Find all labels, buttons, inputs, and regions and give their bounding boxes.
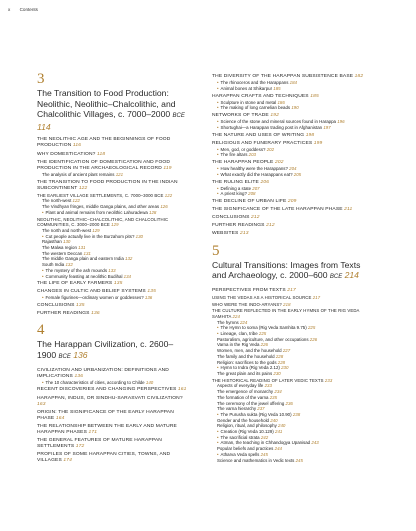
running-head: Contents — [19, 7, 38, 12]
entry-title: THE RULING ELITE — [212, 179, 259, 185]
toc-section-entry[interactable] — [37, 438, 187, 450]
chapter-title[interactable] — [212, 260, 370, 283]
entry-title: Atman, the teaching in Chhandogya Upanisad — [220, 440, 311, 446]
page-ref: 174 — [63, 458, 72, 464]
page-ref: 119 — [163, 165, 172, 171]
toc-subentry[interactable] — [37, 295, 187, 301]
era-label: BCE — [58, 353, 71, 360]
entry-title: Atharva Veda spells — [220, 451, 260, 457]
toc-subentry[interactable] — [212, 86, 370, 92]
page-ref: 135 — [76, 303, 85, 309]
page-ref: 240 — [278, 423, 286, 429]
page-ref: 132 — [125, 256, 133, 262]
page-ref: 245 — [260, 451, 268, 457]
entry-title: How healthy were the Harappans? — [220, 166, 288, 172]
entry-title: Rajasthan — [42, 239, 62, 245]
entry-title: The formation of the varna — [217, 394, 269, 400]
entry-title: THE EARLIEST VILLAGE SETTLEMENTS, C. 7000–3000 BCE — [37, 192, 164, 198]
entry-title: PERSPECTIVES FROM TEXTS — [212, 287, 286, 293]
page-ref: 190 — [291, 105, 299, 111]
page-ref: 235 — [269, 394, 278, 400]
entry-title: The ceremony of the jewel offering — [217, 400, 285, 406]
page-ref: 140 — [145, 379, 154, 385]
page-ref: 230 — [273, 370, 281, 376]
entry-title: ORIGIN: THE SIGNIFICANCE OF THE EARLY HARAPPAN PHASE — [37, 409, 174, 421]
entry-title: THE DIVERSITY OF THE HARAPPAN SUBSISTENCE BASE — [212, 74, 354, 79]
page-ref: 224 — [232, 313, 241, 319]
entry-title: THE IDENTIFICATION OF DOMESTICATION AND FOOD PRODUCTION IN THE ARCHAEOLOGICAL RECORD — [37, 159, 171, 171]
entry-title: RECENT DISCOVERIES AND CHANGING PERSPECTIVES — [37, 387, 177, 393]
page-ref: 234 — [274, 389, 282, 395]
page-ref: 129 — [92, 227, 100, 233]
page-ref: 133 — [108, 267, 116, 273]
chapter-title[interactable] — [37, 339, 187, 362]
entry-title: Science of the stone and mineral sources found in Harappa — [220, 119, 336, 125]
entry-title: HARAPPAN, INDUS, OR SINDHU-SARASVATI CIVILIZATION? — [37, 395, 183, 401]
page-ref: 217 — [287, 287, 296, 293]
entry-title: The emergence of monarchy — [217, 389, 274, 395]
toc-right-column — [212, 72, 370, 463]
page-ref: 243 — [311, 440, 319, 446]
era-label: BCE — [172, 113, 185, 120]
page-ref: 128 — [149, 209, 157, 215]
entry-title: Varna in the Rig Veda — [217, 342, 260, 348]
entry-title: THE DECLINE OF URBAN LIFE — [212, 199, 287, 205]
entry-title: The western Deccan — [42, 250, 83, 256]
toc-section-entry[interactable] — [212, 207, 370, 213]
page-ref: 217 — [312, 294, 321, 300]
page-ref: 116 — [72, 143, 82, 149]
entry-title: The north and north-west — [42, 227, 92, 233]
toc-entry-list — [212, 288, 370, 463]
entry-title: The sacrificial strata — [220, 434, 260, 440]
toc-section-entry[interactable] — [37, 424, 187, 436]
toc-left-column — [37, 72, 187, 464]
page-ref: 171 — [88, 430, 98, 435]
entry-title: The great plain and its pains — [217, 370, 273, 376]
page-ref: 233 — [264, 383, 272, 389]
page-ref: 136 — [91, 311, 100, 317]
toc-section-entry[interactable] — [37, 396, 187, 408]
page-ref: 182 — [354, 74, 364, 79]
chapter-number: 5 — [212, 242, 220, 259]
toc-section-entry[interactable] — [37, 452, 187, 464]
toc-subsection-heading[interactable] — [212, 302, 370, 308]
toc-entry-list — [37, 368, 187, 465]
page-ref: 208 — [248, 191, 256, 197]
page-ref: 238 — [292, 411, 301, 417]
page-ref: 161 — [177, 387, 187, 393]
entry-title: Religion: sacrifices to the gods — [217, 359, 277, 365]
page-ref: 206 — [260, 179, 270, 185]
toc-section-entry[interactable] — [37, 410, 187, 422]
entry-title: The varna hierarchy — [217, 406, 257, 412]
page-ref: 130 — [135, 233, 143, 239]
entry-title: THE RELATIONSHIP BETWEEN THE EARLY AND MATURE HARAPPAN PHASES — [37, 423, 177, 435]
toc-section-entry[interactable] — [37, 368, 187, 380]
page-ref: 122 — [164, 192, 173, 198]
entry-title: Lineage, clan, tribe — [220, 331, 258, 337]
entry-title: The hymns — [217, 319, 239, 325]
toc-section-entry[interactable] — [212, 288, 370, 294]
entry-title: PROFILES OF SOME HARAPPAN CITIES, TOWNS, AND VILLAGES — [37, 452, 171, 464]
toc-subentry[interactable] — [212, 458, 370, 464]
page-ref: 126 — [160, 204, 168, 210]
page-ref: 240 — [270, 417, 278, 423]
toc-section-entry[interactable] — [212, 215, 370, 221]
toc-subentry[interactable] — [37, 210, 187, 216]
page-ref: 202 — [274, 160, 284, 166]
page-ref: 136 — [74, 373, 84, 379]
page-ref: 164 — [55, 415, 65, 421]
entry-title: The making of long carnelian beads — [220, 105, 291, 111]
toc-section-entry[interactable] — [37, 137, 187, 149]
page-ref: 225 — [258, 331, 267, 337]
entry-title: WHO WERE THE INDO-ARYANS? — [212, 301, 282, 307]
entry-title: Religion, ritual, and philosophy — [217, 423, 277, 429]
page-ref: 121 — [115, 171, 124, 177]
entry-title: The Purusha sukta (Rig Veda 10.90) — [220, 411, 292, 417]
entry-title: Hymn to Indra (Rig Veda 2.12) — [220, 365, 280, 371]
entry-title: The 10 characteristics of cities, according to Childe — [45, 379, 145, 385]
entry-title: The Vindhyan fringes, middle Ganga plains, and other areas — [42, 204, 160, 210]
toc-subentry[interactable] — [212, 152, 370, 158]
entry-title: Community feasting at neolithic Budihal — [45, 273, 123, 279]
entry-title: Sculpture in stone and metal — [220, 99, 277, 105]
toc-subsection-heading[interactable] — [212, 295, 370, 301]
toc-section-entry[interactable] — [37, 180, 187, 192]
entry-title: Men, god, or goddess? — [220, 146, 266, 152]
entry-title: Science and mathematics in Vedic texts — [217, 457, 295, 463]
entry-title: CONCLUSIONS — [37, 303, 75, 309]
entry-title: Defining a state — [220, 185, 252, 191]
page-ref: 214 — [344, 270, 359, 281]
page-ref: 218 — [283, 301, 291, 307]
toc-subentry[interactable] — [212, 125, 370, 131]
entry-title: NETWORKS OF TRADE — [212, 113, 269, 118]
toc-subentry[interactable] — [37, 172, 187, 178]
entry-title: Plant and animal remains from neolithic Lahuradewa — [45, 209, 148, 215]
page-number: x — [8, 7, 11, 12]
page-ref: 134 — [123, 273, 131, 279]
page-ref: 230 — [281, 365, 289, 371]
entry-title: THE NEOLITHIC AGE AND THE BEGINNINGS OF FOOD PRODUCTION — [37, 137, 171, 149]
page-ref: 227 — [282, 348, 291, 354]
entry-title: Creation (Rig Veda 10.129) — [220, 429, 274, 435]
page-ref: 212 — [266, 223, 275, 229]
entry-title: NEOLITHIC, NEOLITHIC–CHALCOLITHIC, AND CHALCOLITHIC COMMUNITIES, C. 3000–2000 BCE — [37, 216, 169, 228]
chapter-title-text: Cultural Transitions: Images from Texts and Archaeology, c. 2000–600 — [212, 259, 361, 281]
era-label: BCE — [329, 274, 343, 281]
toc-subentry[interactable] — [212, 191, 370, 197]
page-ref: 226 — [309, 336, 318, 342]
toc-entry-list — [37, 137, 187, 317]
page-ref: 196 — [337, 119, 345, 125]
toc-subsection-heading[interactable] — [37, 217, 187, 228]
entry-title: THE TRANSITION TO FOOD PRODUCTION IN THE INDIAN SUBCONTINENT — [37, 179, 178, 191]
entry-title: The north-west — [42, 198, 72, 204]
page-ref: 236 — [285, 400, 293, 406]
entry-title: The analysis of ancient plant remains — [42, 171, 115, 177]
entry-title: CONCLUSIONS — [212, 215, 250, 221]
page-ref: 199 — [313, 140, 323, 146]
page-ref: 244 — [274, 446, 282, 452]
page-ref: 242 — [260, 434, 269, 440]
entry-title: The family and the household — [217, 353, 275, 359]
toc-section-entry[interactable] — [212, 133, 370, 139]
page-ref: 131 — [83, 250, 91, 256]
page-ref: 226 — [260, 342, 268, 348]
page-ref: 225 — [307, 325, 316, 331]
chapter-title-text: The Harappan Civilization, c. 2600–1900 — [37, 339, 174, 360]
page-ref: 241 — [275, 429, 283, 435]
toc-subentry[interactable] — [37, 380, 187, 386]
page-ref: 163 — [37, 401, 46, 407]
entry-title: Female figurines—ordinary women or goddesses? — [45, 295, 144, 301]
toc-section-entry[interactable] — [37, 281, 187, 287]
toc-section-entry[interactable] — [37, 160, 187, 172]
entry-title: THE HARAPPAN PEOPLE — [212, 160, 274, 166]
toc-section-entry[interactable] — [37, 387, 187, 393]
page-ref: 228 — [275, 353, 284, 359]
page-ref: 135 — [147, 289, 156, 295]
entry-title: The mystery of the ash mounds — [45, 267, 108, 273]
entry-title: The rhinoceros and the Harappans — [220, 80, 289, 86]
entry-title: THE LIFE OF EARLY FARMERS — [37, 281, 113, 287]
page-ref: 184 — [289, 80, 297, 86]
toc-section-entry[interactable] — [212, 199, 370, 205]
toc-subentry[interactable] — [212, 172, 370, 178]
entry-title: Cut people actually live in the Burzahom pits? — [45, 233, 135, 239]
page-ref: 233 — [324, 377, 333, 383]
page-ref: 205 — [293, 171, 302, 177]
entry-title: The Malwa region — [42, 245, 77, 251]
entry-title: CHANGES IN CULTIC AND BELIEF SYSTEMS — [37, 289, 146, 295]
entry-title: THE NATURE AND USES OF WRITING — [212, 132, 305, 138]
toc-subentry[interactable] — [212, 371, 370, 377]
page-ref: 136 — [73, 349, 88, 360]
page-ref: 122 — [72, 198, 80, 204]
entry-title: THE CULTURE REFLECTED IN THE EARLY HYMNS OF THE RIG VEDA SAMHITA — [212, 308, 360, 319]
chapter-number: 4 — [37, 322, 45, 339]
toc-subentry[interactable] — [37, 274, 187, 280]
chapter-number: 3 — [37, 71, 45, 87]
page-ref: 131 — [78, 245, 86, 251]
page-ref: 198 — [305, 132, 315, 138]
page-ref: 209 — [287, 199, 297, 205]
page-ref: 237 — [257, 406, 265, 412]
page-ref: 132 — [65, 262, 73, 268]
toc-section-entry[interactable] — [37, 152, 187, 158]
entry-title: What exactly did the Harappans eat? — [220, 171, 293, 177]
toc-section-entry[interactable] — [212, 223, 370, 229]
page-ref: 211 — [344, 207, 353, 213]
page-ref: 204 — [289, 166, 297, 172]
page-ref: 202 — [266, 146, 275, 152]
page-ref: 197 — [323, 124, 331, 130]
entry-title: THE GENERAL FEATURES OF MATURE HARAPPAN SETTLEMENTS — [37, 438, 162, 450]
entry-title: WHY DOMESTICATION? — [37, 151, 96, 157]
entry-title: CIVILIZATION AND URBANIZATION: DEFINITIONS AND IMPLICATIONS — [37, 367, 169, 379]
page-ref: 118 — [97, 151, 106, 157]
page-ref: 185 — [310, 93, 319, 99]
entry-title: THE SIGNIFICANCE OF THE LATE HARAPPAN PHASE — [212, 207, 343, 213]
page-ref: 224 — [239, 319, 248, 325]
entry-title: Gender and the household — [217, 417, 269, 423]
toc-subentry[interactable] — [212, 105, 370, 111]
page-ref: 213 — [240, 231, 249, 237]
entry-title: Pastoralism, agriculture, and other occupations — [217, 336, 309, 342]
entry-title: Women, men, and the household — [217, 348, 282, 354]
entry-title: HARAPPAN CRAFTS AND TECHNIQUES — [212, 93, 309, 99]
toc-subsection-heading[interactable] — [212, 308, 370, 319]
page-ref: 228 — [277, 359, 286, 365]
entry-title: WEBSITES — [212, 231, 239, 237]
entry-title: USING THE VEDAS AS A HISTORICAL SOURCE — [212, 294, 312, 300]
page-ref: 122 — [78, 185, 88, 191]
toc-section-entry[interactable] — [37, 303, 187, 309]
page-ref: 185 — [273, 85, 281, 91]
entry-title: The fire altars — [220, 152, 248, 158]
page-ref: 129 — [111, 222, 119, 228]
page-ref: 186 — [277, 99, 285, 105]
entry-title: THE HISTORICAL READING OF LATER VEDIC TEXTS — [212, 377, 324, 383]
page-header — [8, 7, 38, 12]
entry-title: The middle Ganga plain and eastern India — [42, 256, 124, 262]
toc-entry-list — [212, 74, 370, 238]
entry-title: Animal bones at Shikarpur — [220, 85, 273, 91]
entry-title: South India — [42, 262, 65, 268]
page-ref: 136 — [144, 295, 153, 301]
page-ref: 245 — [295, 457, 303, 463]
entry-title: FURTHER READINGS — [37, 311, 90, 317]
page-ref: 203 — [248, 152, 256, 158]
chapter-title[interactable] — [37, 88, 187, 132]
page-ref: 212 — [251, 215, 260, 221]
entry-title: Aspects of everyday life — [217, 383, 264, 389]
entry-title: A priest king? — [220, 191, 247, 197]
entry-title: FURTHER READINGS — [212, 223, 265, 229]
page-ref: 172 — [75, 444, 85, 450]
page-ref: 130 — [63, 239, 71, 245]
page-ref: 135 — [113, 281, 123, 287]
entry-title: Shortughai—a Harappan trading post in Afghanistan — [220, 124, 323, 130]
entry-title: RELIGIOUS AND FUNERARY PRACTICES — [212, 140, 313, 146]
page-ref: 207 — [252, 185, 260, 191]
chapter-title-text: The Transition to Food Production: Neolithic, Neolithic–Chalcolithic, and Chalcolithic Villages, c. 7000–2000 — [37, 88, 176, 120]
page-ref: 192 — [270, 113, 279, 118]
page-ref: 114 — [37, 121, 51, 132]
entry-title: The Hymn to soma (Rig Veda Samhita 9.75) — [220, 325, 307, 331]
entry-title: Popular beliefs and practices — [217, 446, 274, 452]
